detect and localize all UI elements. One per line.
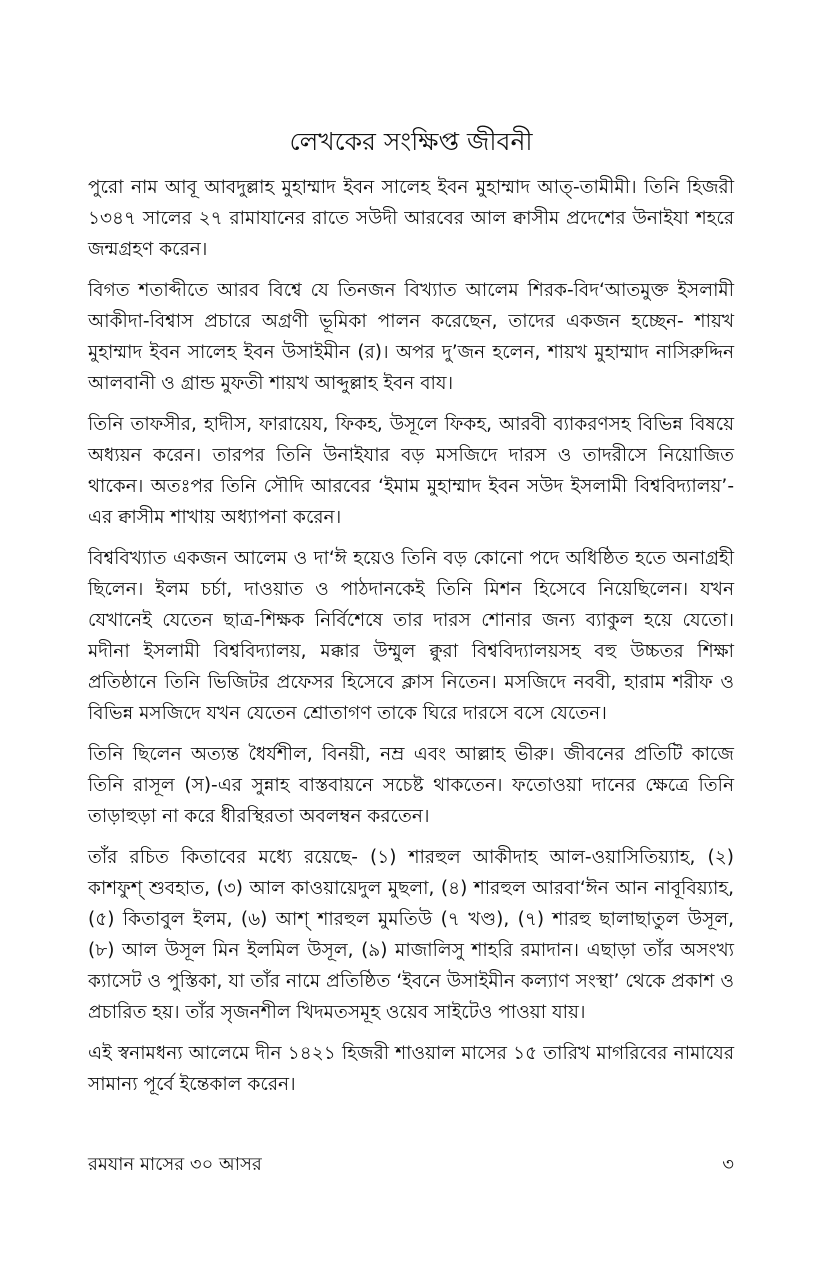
footer-page-number: ৩ [722, 1154, 734, 1175]
page-content [88, 124, 734, 1244]
page-title: লেখকের সংক্ষিপ্ত জীবনী [289, 127, 533, 156]
paragraph-character: তিনি ছিলেন অত্যন্ত ধৈর্যশীল, বিনয়ী, নম্র এবং আল্লাহ ভীরু। জীবনের প্রতিটি কাজে তিনি রাসূল (স)-এর সুন্নাহ বাস্তবায়নে সচেষ্ট থাকতেন। ফতোওয়া দানের ক্ষেত্রে তিনি তাড়াহুড়া না করে ধীরস্থিরতা অবলম্বন করতেন। [88, 744, 734, 827]
paragraph-teaching: বিশ্ববিখ্যাত একজন আলেম ও দা‘ঈ হয়েও তিনি বড় কোনো পদে অধিষ্ঠিত হতে অনাগ্রহী ছিলেন। ইলম চর্চা, দাওয়াত ও পাঠদানকেই তিনি মিশন হিসেবে নিয়েছিলেন। যখন যেখানেই যেতেন ছাত্র-শিক্ষক নির্বিশেষে তার দারস শোনার জন্য ব্যাকুল হয়ে যেতো। মদীনা ইসলামী বিশ্ববিদ্যালয়, মক্কার উম্মুল ক্বুরা বিশ্ববিদ্যালয়সহ বহু উচ্চতর শিক্ষা প্রতিষ্ঠানে তিনি ভিজিটর প্রফেসর হিসেবে ক্লাস নিতেন। মসজিদে নববী, হারাম শরীফ ও বিভিন্ন মসজিদে যখন যেতেন শ্রোতাগণ তাকে ঘিরে দারসে বসে যেতেন। [88, 548, 734, 724]
footer-book-title: রমযান মাসের ৩০ আসর [88, 1154, 262, 1175]
page-footer [88, 1150, 734, 1180]
paragraph-education: তিনি তাফসীর, হাদীস, ফারায়েয, ফিকহ, উসূলে ফিকহ, আরবী ব্যাকরণসহ বিভিন্ন বিষয়ে অধ্যয়ন করেন। তারপর তিনি উনাইযার বড় মসজিদে দারস ও তাদরীসে নিয়োজিত থাকেন। অতঃপর তিনি সৌদি আরবের ‘ইমাম মুহাম্মাদ ইবন সউদ ইসলামী বিশ্ববিদ্যালয়’-এর ক্বাসীম শাখায় অধ্যাপনা করেন। [88, 414, 734, 528]
paragraph-death: এই স্বনামধন্য আলেমে দীন ১৪২১ হিজরী শাওয়াল মাসের ১৫ তারিখ মাগরিবের নামাযের সামান্য পূর্বে ইন্তেকাল করেন। [88, 1043, 734, 1095]
paragraph-role: বিগত শতাব্দীতে আরব বিশ্বে যে তিনজন বিখ্যাত আলেম শিরক-বিদ‘আতমুক্ত ইসলামী আকীদা-বিশ্বাস প্রচারে অগ্রণী ভূমিকা পালন করেছেন, তাদের একজন হচ্ছেন- শায়খ মুহাম্মাদ ইবন সালেহ ইবন উসাইমীন (র)। অপর দু’জন হলেন, শায়খ মুহাম্মাদ নাসিরুদ্দিন আলবানী ও গ্রান্ড মুফতী শায়খ আব্দুল্লাহ ইবন বায। [88, 280, 734, 394]
paragraph-works: তাঁর রচিত কিতাবের মধ্যে রয়েছে- (১) শারহুল আকীদাহ আল-ওয়াসিতিয়্যাহ, (২) কাশফুশ্ শুবহাত, (৩) আল কাওয়ায়েদুল মুছলা, (৪) শারহুল আরবা‘ঈন আন নাবূবিয়্যাহ, (৫) কিতাবুল ইলম, (৬) আশ্ শারহুল মুমতিউ (৭ খণ্ড), (৭) শারহু ছালাছাতুল উসূল, (৮) আল উসূল মিন ইলমিল উসূল, (৯) মাজালিসু শাহরি রমাদান। এছাড়া তাঁর অসংখ্য ক্যাসেট ও পুস্তিকা, যা তাঁর নামে প্রতিষ্ঠিত ‘ইবনে উসাইমীন কল্যাণ সংস্থা’ থেকে প্রকাশ ও প্রচারিত হয়। তাঁর সৃজনশীল খিদমতসমূহ ওয়েব সাইটেও পাওয়া যায়। [88, 847, 734, 1023]
paragraph-name-birth: পুরো নাম আবূ আবদুল্লাহ মুহাম্মাদ ইবন সালেহ ইবন মুহাম্মাদ আত্-তামীমী। তিনি হিজরী ১৩৪৭ সালের ২৭ রামাযানের রাতে সউদী আরবের আল ক্বাসীম প্রদেশের উনাইযা শহরে জন্মগ্রহণ করেন। [88, 177, 734, 260]
